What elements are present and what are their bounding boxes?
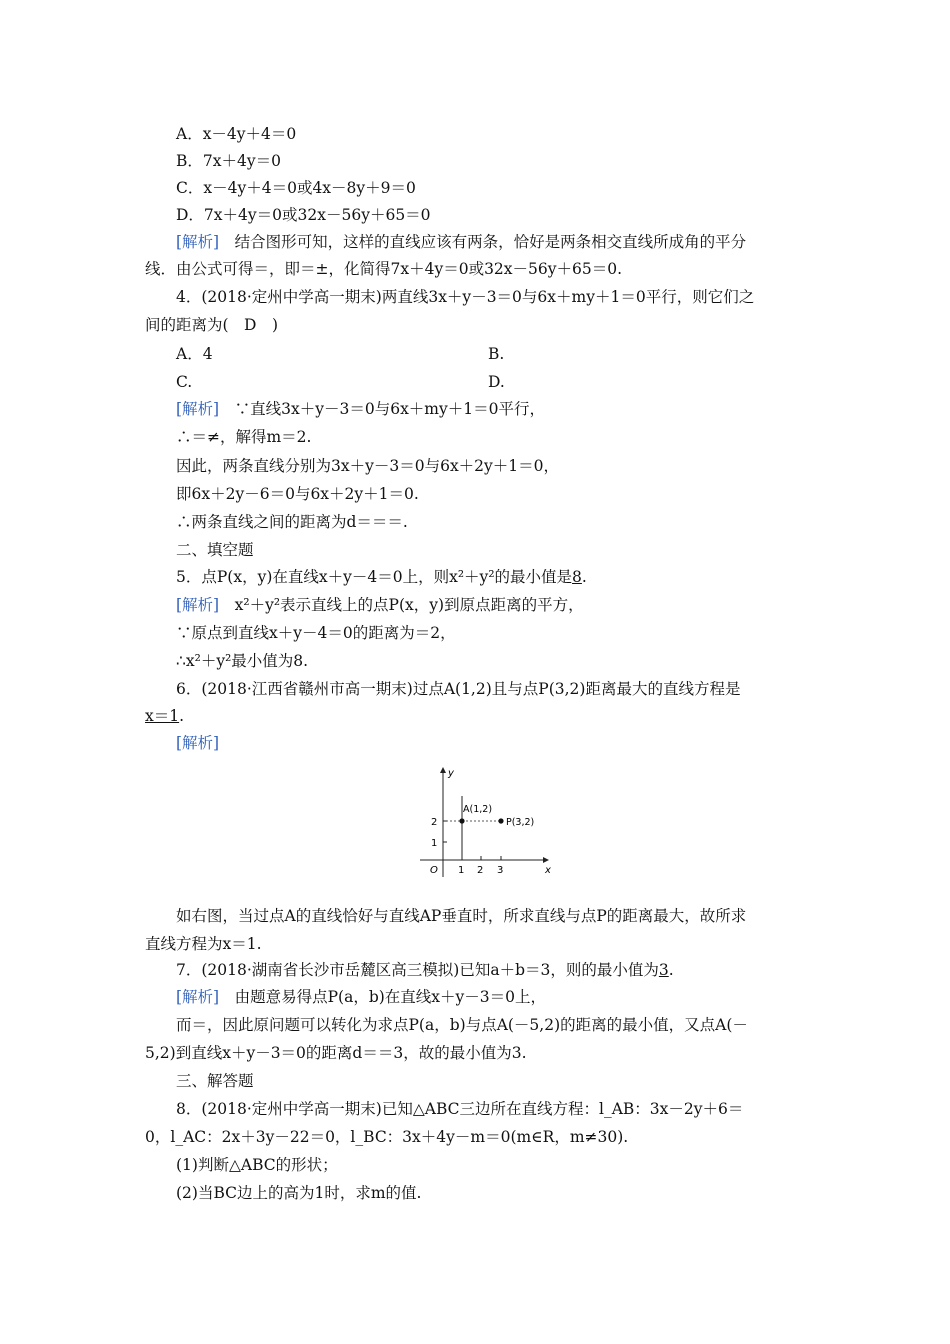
point-a-label: A(1,2)	[463, 804, 493, 815]
q8-stem-line1: 8．(2018·定州中学高一期末)已知△ABC三边所在直线方程：l_AB：3x－2y＋6＝	[176, 1100, 744, 1118]
q8-part-2: (2)当BC边上的高为1时，求m的值.	[176, 1184, 422, 1202]
q5-answer: 8	[572, 568, 582, 586]
analysis-tag: [解析]	[176, 596, 220, 614]
q4-option-d: D.	[488, 373, 505, 391]
q6-analysis-tag	[176, 733, 219, 753]
q3-analysis-line1: [解析] 结合图形可知，这样的直线应该有两条，恰好是两条相交直线所成角的平分	[176, 233, 747, 251]
analysis-tag: [解析]	[176, 400, 220, 418]
q7-analysis-line2: 而＝，因此原问题可以转化为求点P(a，b)与点A(－5,2)的距离的最小值，又点A(－	[176, 1016, 748, 1034]
coordinate-figure	[410, 762, 560, 882]
q5-analysis-line3: ∴x²＋y²最小值为8.	[176, 652, 309, 670]
y-tick-label-1: 1	[431, 838, 438, 849]
q4-stem-line2: 间的距离为( D )	[145, 316, 279, 334]
q7-analysis-line1: [解析] 由题意易得点P(a，b)在直线x＋y－3＝0上，	[176, 988, 547, 1006]
q4-option-b: B.	[488, 345, 505, 363]
q6-answer: x＝1	[145, 707, 180, 725]
x-tick-label-2: 2	[477, 865, 484, 876]
x-tick-label-1: 1	[458, 865, 465, 876]
q6-analysis-line1: 如右图，当过点A的直线恰好与直线AP垂直时，所求直线与点P的距离最大，故所求	[176, 907, 747, 925]
q4-analysis-line2: ∴＝≠，解得m＝2.	[176, 428, 312, 446]
q4-option-a: A．4	[176, 345, 213, 363]
q4-analysis-line4: 即6x＋2y－6＝0与6x＋2y＋1＝0.	[176, 485, 419, 503]
origin-label: O	[430, 865, 438, 876]
q7-analysis-line3: 5,2)到直线x＋y－3＝0的距离d＝＝3，故的最小值为3.	[145, 1044, 527, 1062]
q4-analysis-line3: 因此，两条直线分别为3x＋y－3＝0与6x＋2y＋1＝0，	[176, 457, 560, 475]
q7-stem: 7．(2018·湖南省长沙市岳麓区高三模拟)已知a＋b＝3，则的最小值为3.	[176, 961, 674, 979]
section-heading-fill-in: 二、填空题	[176, 541, 254, 559]
analysis-tag: [解析]	[176, 233, 220, 251]
x-tick-label-3: 3	[497, 865, 504, 876]
q4-analysis-line1: [解析] ∵直线3x＋y－3＝0与6x＋my＋1＝0平行，	[176, 400, 545, 418]
q4-analysis-line5: ∴两条直线之间的距离为d＝＝＝.	[176, 513, 408, 531]
section-heading-solutions: 三、解答题	[176, 1072, 254, 1090]
q3-option-b: B．7x＋4y＝0	[176, 152, 281, 170]
q6-stem-line1: 6．(2018·江西省赣州市高一期末)过点A(1,2)且与点P(3,2)距离最大的直线方程是	[176, 680, 741, 698]
q3-option-c: C．x－4y＋4＝0或4x－8y＋9＝0	[176, 179, 416, 197]
x-axis-label: x	[545, 865, 551, 876]
q5-stem: 5．点P(x，y)在直线x＋y－4＝0上，则x²＋y²的最小值是8.	[176, 568, 587, 586]
q6-stem-line2: x＝1.	[145, 707, 185, 725]
q3-option-d: D．7x＋4y＝0或32x－56y＋65＝0	[176, 206, 431, 224]
q5-analysis-line1: [解析] x²＋y²表示直线上的点P(x，y)到原点距离的平方，	[176, 596, 584, 614]
q7-answer: 3	[658, 961, 669, 979]
q8-part-1: (1)判断△ABC的形状；	[176, 1156, 338, 1174]
q4-stem-line1: 4．(2018·定州中学高一期末)两直线3x＋y－3＝0与6x＋my＋1＝0平行，则它们之	[176, 288, 755, 306]
q4-option-c: C.	[176, 373, 193, 391]
q8-stem-line2: 0，l_AC：2x＋3y－22＝0，l_BC：3x＋4y－m＝0(m∈R，m≠30).	[145, 1128, 629, 1146]
q3-analysis-line2: 线．由公式可得＝，即＝±，化简得7x＋4y＝0或32x－56y＋65＝0.	[145, 260, 623, 278]
y-axis-label: y	[448, 768, 454, 779]
analysis-tag: [解析]	[176, 734, 220, 752]
y-tick-label-2: 2	[431, 817, 438, 828]
q3-option-a: A．x－4y＋4＝0	[176, 125, 297, 143]
point-a	[459, 818, 464, 823]
point-p	[498, 818, 503, 823]
analysis-tag: [解析]	[176, 988, 220, 1006]
point-p-label: P(3,2)	[506, 817, 535, 828]
q6-analysis-line2: 直线方程为x＝1.	[145, 935, 262, 953]
q5-analysis-line2: ∵原点到直线x＋y－4＝0的距离为＝2，	[176, 624, 456, 642]
